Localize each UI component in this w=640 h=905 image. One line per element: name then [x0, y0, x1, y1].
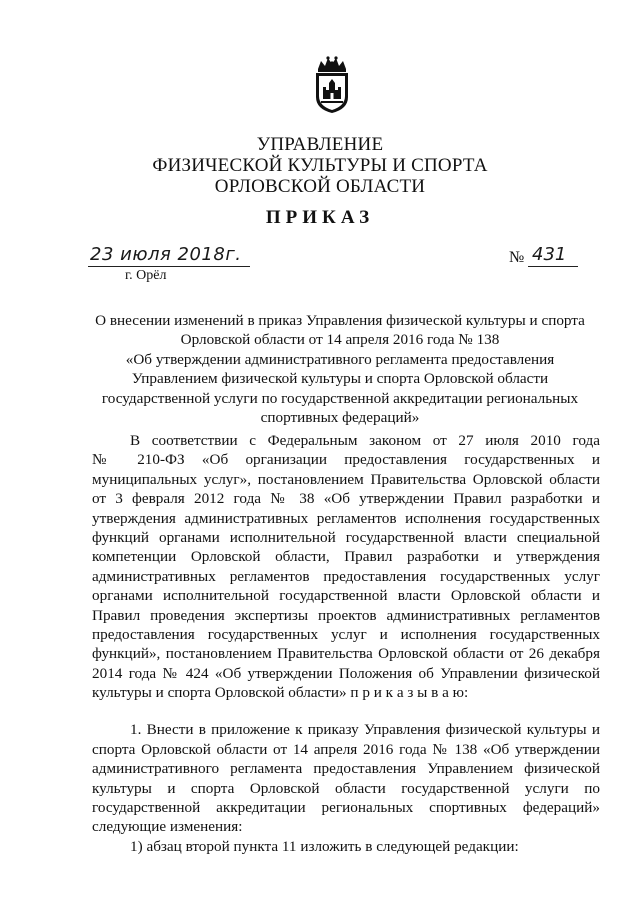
body-line: функций», постановлением Правительства Орловской области от 26 декабря: [92, 645, 600, 663]
handwritten-date: 23 июля 2018г.: [90, 244, 242, 265]
body-line: 1) абзац второй пункта 11 изложить в следующей редакции:: [130, 837, 519, 855]
body-line: следующие изменения:: [92, 818, 243, 836]
body-line: государственной аккредитации региональных спортивных федераций»: [92, 799, 600, 817]
body-line: административного регламента предоставления Управлением физической: [92, 760, 600, 778]
body-line: компетенции Орловской области, Правил разработки и утверждения: [92, 548, 600, 566]
paragraph-subitem-1: [92, 837, 600, 856]
subject-line: государственной услуги по государственной аккредитации региональных: [101, 389, 579, 407]
body-line: 2014 года № 424 «Об утверждении Положения об Управлении физической: [92, 664, 600, 682]
document-type-title: ПРИКАЗ: [265, 207, 375, 228]
paragraph-item-1: [92, 720, 600, 836]
body-line: муниципальных услуг», постановлением Правительства Орловской области: [92, 470, 600, 488]
org-line-2: ФИЗИЧЕСКОЙ КУЛЬТУРЫ И СПОРТА: [152, 155, 488, 176]
paragraph-preamble: [92, 431, 600, 702]
body-line: органами исполнительной государственной власти Орловской области и: [92, 587, 600, 605]
organization-name: [0, 134, 640, 197]
body-line: культуры и спорта Орловской области государственной услуги по: [92, 779, 600, 797]
body-line: административных регламентов предоставления государственных услуг: [92, 567, 600, 585]
date-underline: [88, 266, 250, 267]
org-line-1: УПРАВЛЕНИЕ: [256, 134, 384, 155]
number-label: №: [509, 249, 525, 266]
body-line: спорта Орловской области от 14 апреля 2016 года № 138 «Об утверждении: [92, 740, 600, 758]
body-line: от 3 февраля 2012 года № 38 «Об утверждении Правил разработки и: [92, 490, 600, 508]
order-body: [92, 431, 600, 856]
body-line: № 210-ФЗ «Об организации предоставления государственных и: [92, 451, 600, 469]
body-line: предоставления государственных услуг и исполнения государственных: [92, 625, 600, 643]
subject-line: Управлением физической культуры и спорта Орловской области: [131, 370, 549, 388]
subject-line: О внесении изменений в приказ Управления физической культуры и спорта: [95, 312, 585, 329]
body-line: функций органами исполнительной государственной власти специальной: [92, 528, 600, 546]
body-line: В соответствии с Федеральным законом от 27 июля 2010 года: [130, 432, 600, 449]
body-line: Правил проведения экспертизы проектов административных регламентов: [92, 606, 600, 624]
subject-line: спортивных федераций»: [260, 409, 420, 427]
city-label: г. Орёл: [125, 268, 167, 283]
body-line: культуры и спорта Орловской области» п р и к а з ы в а ю:: [92, 684, 469, 702]
number-underline: [528, 266, 578, 267]
body-line: утверждения административных регламентов исполнения государственных: [92, 509, 600, 527]
org-line-3: ОРЛОВСКОЙ ОБЛАСТИ: [214, 176, 426, 197]
paragraph-gap: [92, 702, 600, 720]
order-subject: [80, 311, 600, 427]
subject-line: «Об утверждении административного регламента предоставления: [125, 350, 555, 368]
subject-line: Орловской области от 14 апреля 2016 года № 138: [180, 331, 500, 349]
body-line: 1. Внести в приложение к приказу Управления физической культуры и: [130, 721, 600, 739]
coat-of-arms-icon: [309, 55, 355, 115]
handwritten-number: 431: [532, 244, 567, 265]
